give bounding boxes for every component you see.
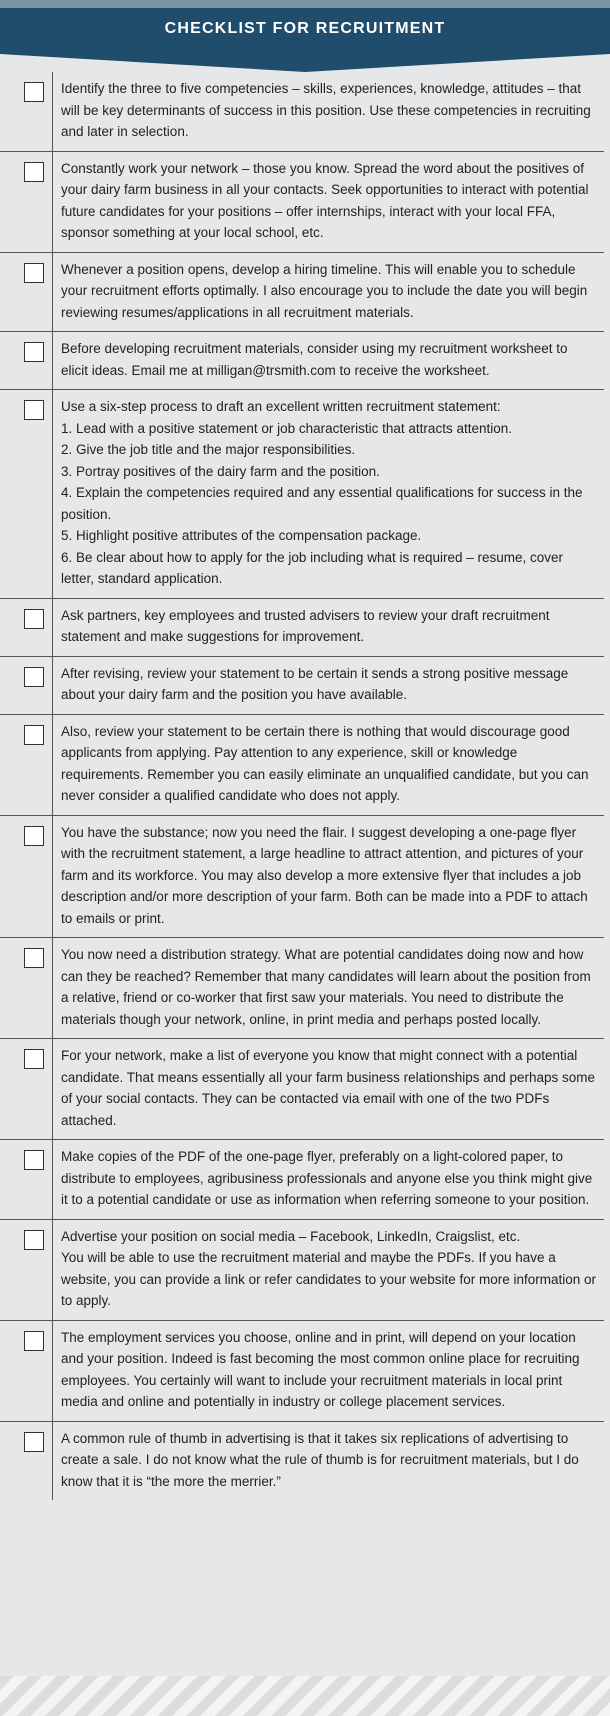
checklist-item — [0, 1039, 604, 1140]
checklist-item — [0, 1422, 604, 1501]
checkbox[interactable] — [24, 725, 44, 745]
checkbox[interactable] — [24, 667, 44, 687]
checkbox[interactable] — [24, 162, 44, 182]
checkbox-cell — [0, 1220, 53, 1320]
checklist-item — [0, 599, 604, 657]
checklist-item-text: The employment services you choose, online and in print, will depend on your location and your position. Indeed is fast becoming the most common online place for recruiting employees. You certainly will want to include your recruitment materials in local print media and online and potentially in industry or college placement services. — [61, 1329, 580, 1409]
checklist-item-text: You have the substance; now you need the flair. I suggest developing a one-page flyer with the recruitment statement, a large headline to attract attention, and pictures of your farm and its workforce. You may also develop a more extensive flyer that includes a job description and/or more description of your farm. Both can be made into a PDF to attach to emails or print. — [61, 824, 588, 926]
checklist-item-text: Also, review your statement to be certain there is nothing that would discourage good applicants from applying. Pay attention to any experience, skill or knowledge requirements. Remember you can easily eliminate an unqualified candidate, but you can never consider a qualified candidate who does not apply. — [61, 723, 589, 803]
checklist-item — [0, 390, 604, 599]
checkbox-cell — [0, 599, 53, 656]
checkbox[interactable] — [24, 263, 44, 283]
checkbox-cell — [0, 715, 53, 815]
checkbox-cell — [0, 72, 53, 151]
checkbox[interactable] — [24, 1150, 44, 1170]
checklist-item — [0, 1220, 604, 1321]
checklist-item-text: After revising, review your statement to be certain it sends a strong positive message about your dairy farm and the position you have available. — [61, 665, 569, 702]
checkbox[interactable] — [24, 826, 44, 846]
checkbox-cell — [0, 332, 53, 389]
checkbox-cell — [0, 938, 53, 1038]
top-accent-strip — [0, 0, 610, 8]
checklist-item-text: Advertise your position on social media – Facebook, LinkedIn, Craigslist, etc. You will be able to use the recruitment material and maybe the PDFs. If you have a website, you can provide a link or refer candidates to your website for more information or to apply. — [61, 1228, 597, 1308]
checkbox-cell — [0, 152, 53, 252]
checkbox-cell — [0, 816, 53, 938]
checklist-item — [0, 152, 604, 253]
checklist-item — [0, 72, 604, 152]
checkbox[interactable] — [24, 1331, 44, 1351]
checklist-item-text: Use a six-step process to draft an excellent written recruitment statement: 1. Lead with a positive statement or job characteristic that attracts attention. 2. Give the job title and the major responsibilities. 3. Portray positives of the dairy farm and the position. 4. Explain the competencies required and any essential qualifications for success in the position. 5. Highlight positive attributes of the compensation package. 6. Be clear about how to apply for the job including what is required – resume, cover letter, standard application. — [61, 399, 583, 586]
checkbox-cell — [0, 1140, 53, 1219]
page-title: CHECKLIST FOR RECRUITMENT — [164, 20, 446, 37]
checkbox-cell — [0, 390, 53, 598]
checklist-item-text: A common rule of thumb in advertising is that it takes six replications of advertising to create a sale. I do not know what the rule of thumb is for recruitment materials, but I do know that it is “the more the merrier.” — [61, 1430, 579, 1489]
checklist-item-text: Make copies of the PDF of the one-page flyer, preferably on a light-colored paper, to distribute to employees, agribusiness professionals and anyone else you think might give it to a potential candidate or use as information when referring someone to your position. — [61, 1149, 593, 1207]
checkbox-cell — [0, 253, 53, 332]
checklist-item-text: Before developing recruitment materials, consider using my recruitment worksheet to elicit ideas. Email me at milligan@trsmith.com to receive the worksheet. — [61, 341, 568, 378]
checkbox[interactable] — [24, 82, 44, 102]
checkbox-cell — [0, 1039, 53, 1139]
checklist-item — [0, 253, 604, 333]
footer-hatch-pattern — [0, 1676, 610, 1716]
checkbox[interactable] — [24, 1432, 44, 1452]
checklist-item — [0, 816, 604, 939]
checklist-item-text: For your network, make a list of everyone you know that might connect with a potential candidate. That means essentially all your farm business relationships and perhaps some of your social contacts. They can be contacted via email with one of the two PDFs attached. — [61, 1048, 596, 1128]
checkbox[interactable] — [24, 1230, 44, 1250]
checklist-item — [0, 1321, 604, 1422]
checklist-item-text: Constantly work your network – those you know. Spread the word about the positives of your dairy farm business in all your contacts. Seek opportunities to interact with potential future candidates for your positions – offer internships, interact with your local FFA, sponsor something at your local school, etc. — [61, 160, 589, 240]
checklist-item — [0, 332, 604, 390]
checklist-item-text: Identify the three to five competencies – skills, experiences, knowledge, attitudes – that will be key determinants of success in this position. Use these competencies in recruiting and later in selection. — [61, 81, 591, 139]
checklist-item — [0, 715, 604, 816]
checklist-item-text: You now need a distribution strategy. What are potential candidates doing now and how can they be reached? Remember that many candidates will learn about the position from a relative, friend or co-worker that first saw your materials. You need to distribute the materials though your network, online, in print media and perhaps posted locally. — [61, 947, 591, 1027]
checkbox[interactable] — [24, 948, 44, 968]
checkbox-cell — [0, 1321, 53, 1421]
checklist-item-text: Ask partners, key employees and trusted advisers to review your draft recruitment statement and make suggestions for improvement. — [61, 607, 550, 644]
checkbox[interactable] — [24, 609, 44, 629]
checkbox[interactable] — [24, 400, 44, 420]
checklist-item — [0, 1140, 604, 1220]
checkbox-cell — [0, 1422, 53, 1501]
title-banner — [0, 8, 610, 72]
checklist — [0, 72, 604, 1500]
checklist-item — [0, 938, 604, 1039]
checkbox-cell — [0, 657, 53, 714]
checklist-item-text: Whenever a position opens, develop a hiring timeline. This will enable you to schedule your recruitment efforts optimally. I also encourage you to include the date you will begin reviewing resumes/applications in all recruitment materials. — [61, 261, 588, 320]
checkbox[interactable] — [24, 342, 44, 362]
checkbox[interactable] — [24, 1049, 44, 1069]
checklist-item — [0, 657, 604, 715]
